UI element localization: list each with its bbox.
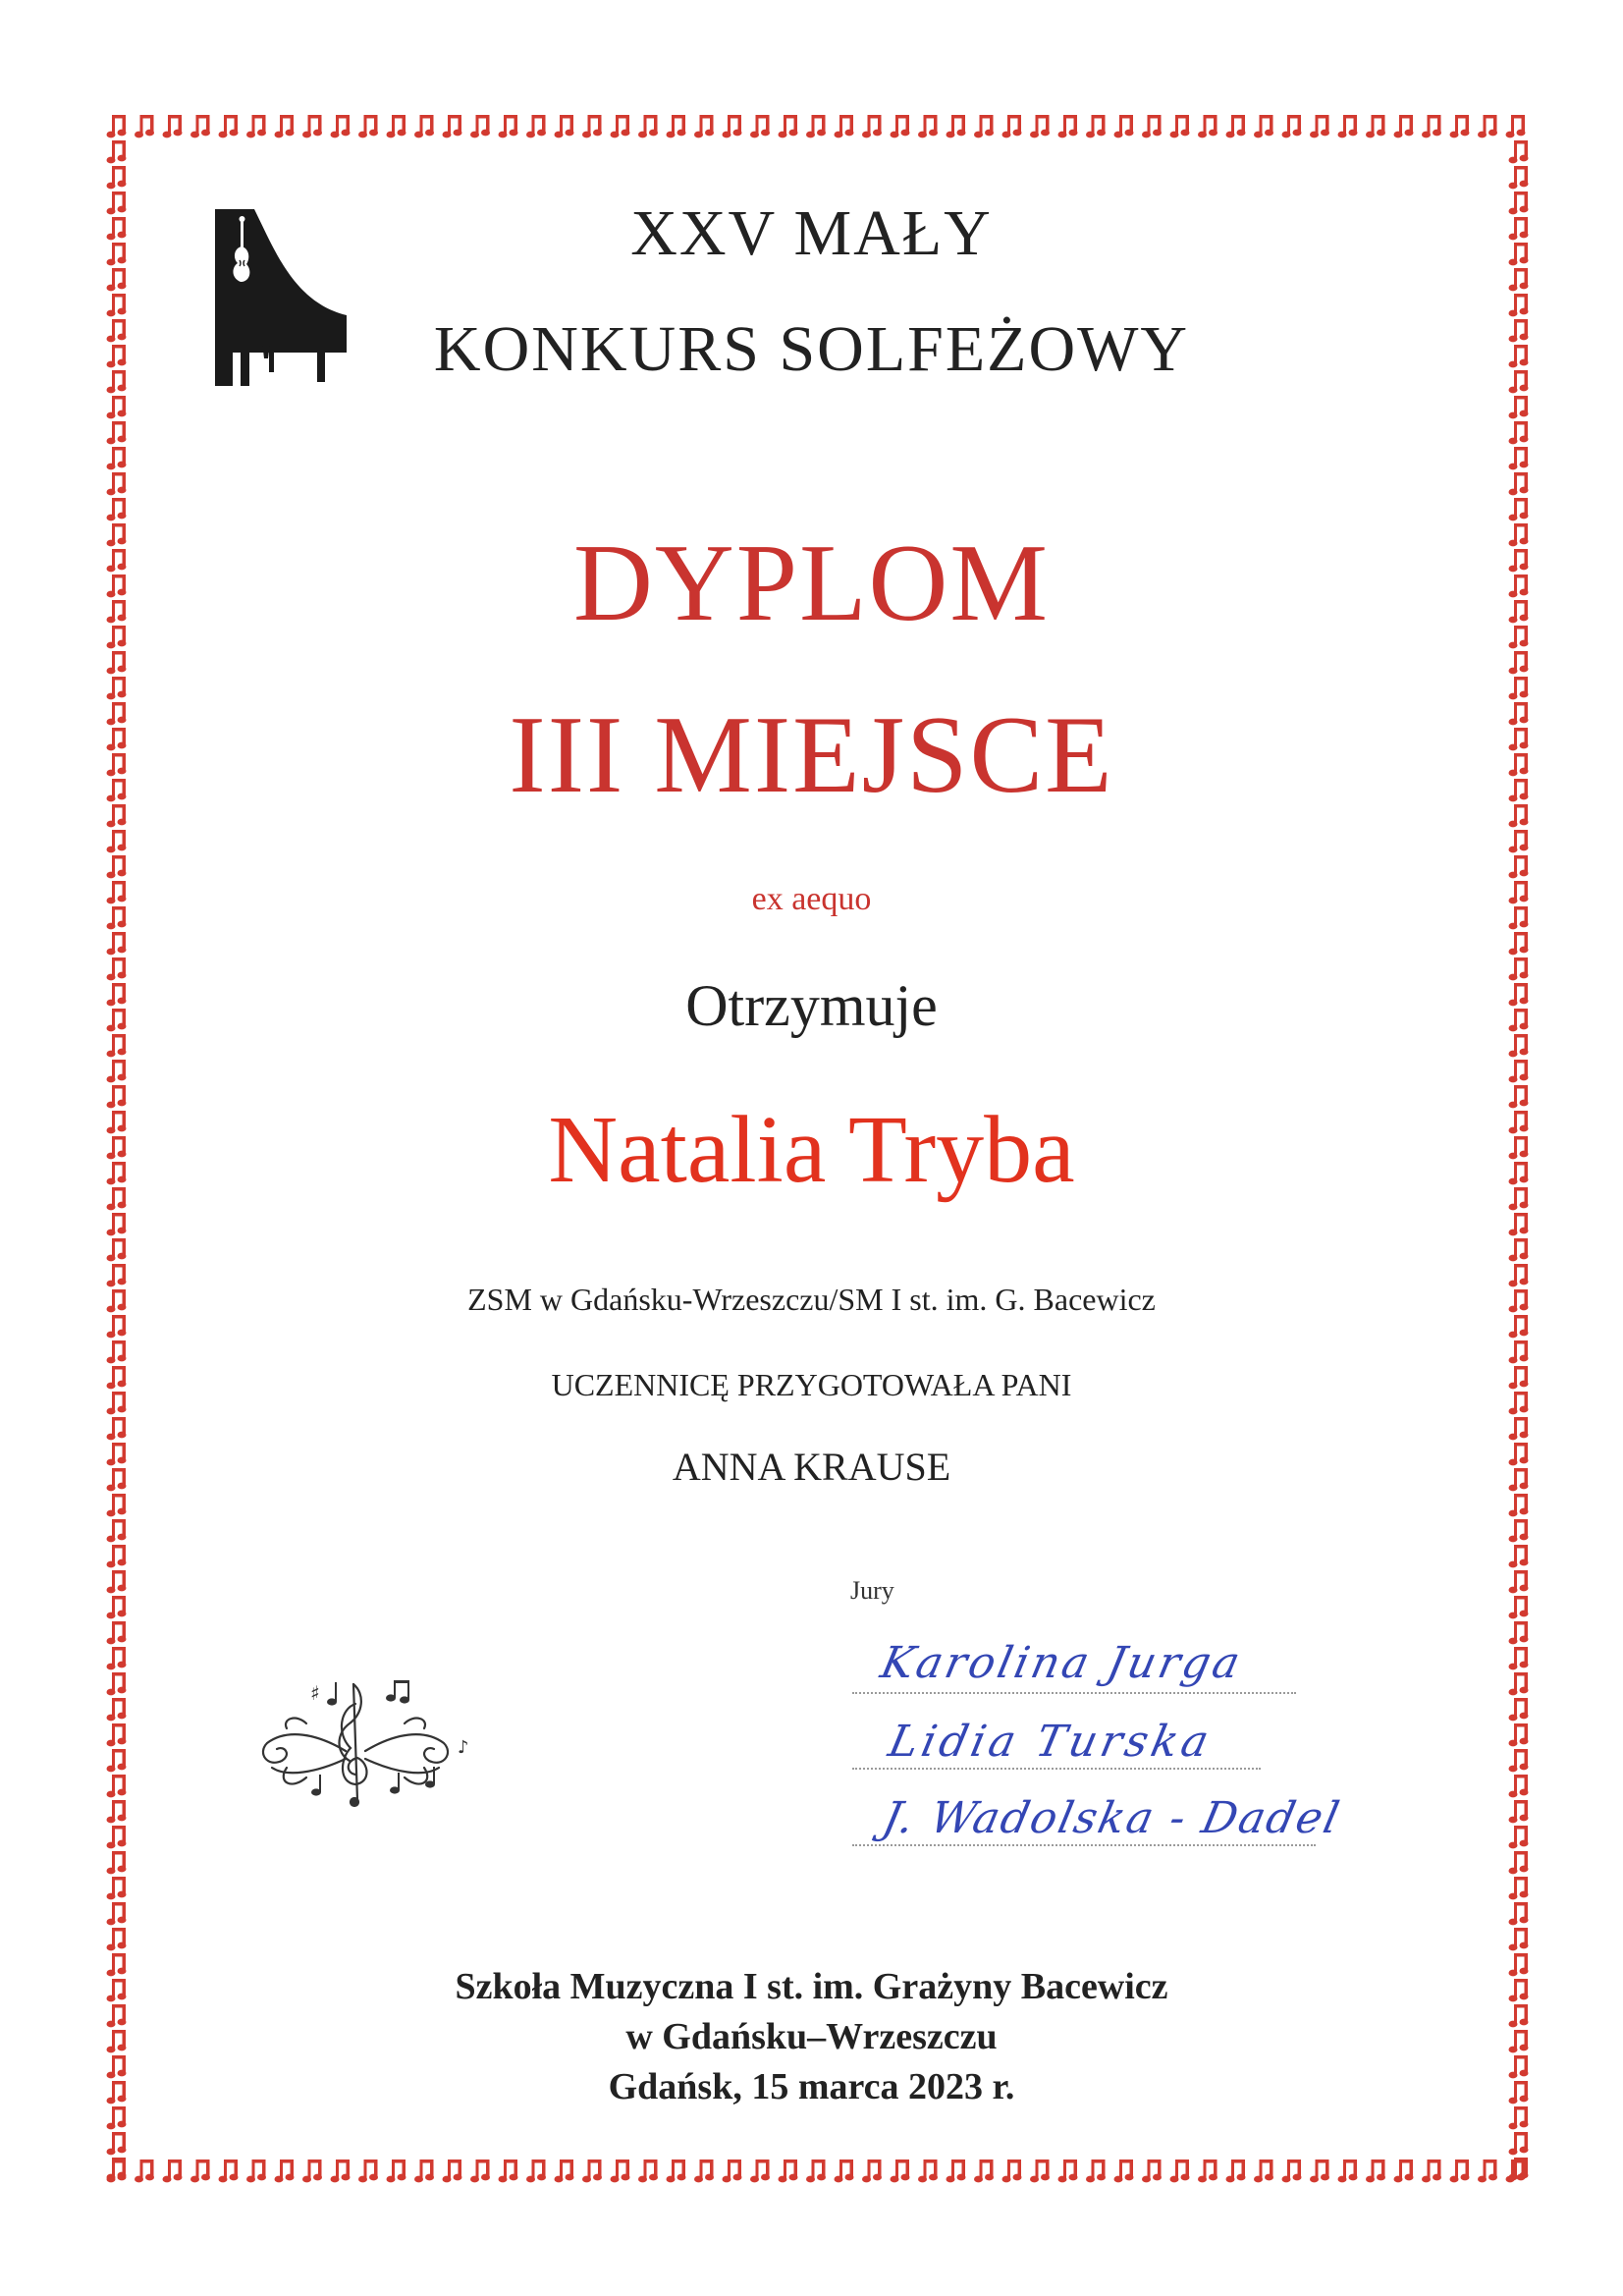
- signature-line-2: [852, 1768, 1261, 1770]
- diploma-title: DYPLOM: [573, 522, 1050, 644]
- prepared-by-label: UCZENNICĘ PRZYGOTOWAŁA PANI: [551, 1367, 1072, 1402]
- receives-label: Otrzymuje: [685, 973, 938, 1038]
- footer-date: Gdańsk, 15 marca 2023 r.: [608, 2066, 1015, 2107]
- school-name: ZSM w Gdańsku-Wrzeszczu/SM I st. im. G. Bacewicz: [467, 1282, 1156, 1317]
- footer-school: Szkoła Muzyczna I st. im. Grażyny Bacewicz: [455, 1966, 1168, 2007]
- jury-label: Jury: [850, 1576, 894, 1605]
- signature-line-1: [852, 1692, 1296, 1694]
- teacher-name: ANNA KRAUSE: [672, 1445, 951, 1489]
- signature-line-3: [852, 1844, 1316, 1846]
- ex-aequo-label: ex aequo: [751, 881, 872, 917]
- treble-clef-ornament: [247, 1674, 483, 1812]
- svg-text:♪: ♪: [458, 1737, 469, 1758]
- jury-signature-3: J. Wadolska - Dadel: [878, 1793, 1346, 1843]
- jury-signature-2: Lidia Turska: [884, 1717, 1217, 1767]
- place-title: III MIEJSCE: [509, 694, 1114, 816]
- footer-city: w Gdańsku–Wrzeszczu: [625, 2016, 998, 2057]
- contest-title-line1: XXV MAŁY: [630, 197, 993, 269]
- jury-signature-1: Karolina Jurga: [876, 1638, 1248, 1688]
- recipient-name: Natalia Tryba: [548, 1097, 1075, 1203]
- contest-title-line2: KONKURS SOLFEŻOWY: [433, 313, 1190, 385]
- svg-text:♯: ♯: [310, 1681, 320, 1705]
